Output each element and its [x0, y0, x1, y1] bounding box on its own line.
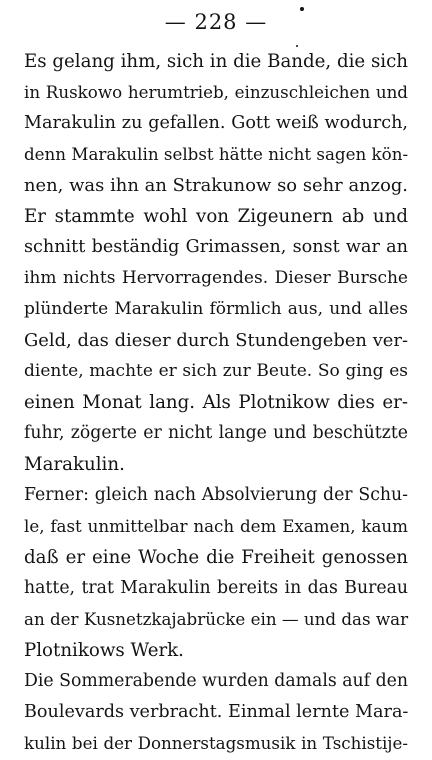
- text-line: Geld, das dieser durch Stundengeben ver-: [24, 330, 408, 351]
- text-line: Plotnikows Werk.: [24, 640, 184, 661]
- text-line: Es gelang ihm, sich in die Bande, die sich: [24, 51, 409, 72]
- text-line: fuhr, zögerte er nicht lange und beschützte: [24, 423, 408, 443]
- text-line: nen, was ihn an Strakunow so sehr anzog.: [24, 175, 408, 196]
- text-line: hatte, trat Marakulin bereits in das Bureau: [24, 578, 408, 598]
- text-line: Boulevards verbracht. Einmal lernte Mara-: [24, 702, 409, 722]
- text-line: einen Monat lang. Als Plotnikow dies er-: [24, 392, 408, 413]
- body-text: [24, 46, 408, 759]
- text-line: diente, machte er sich zur Beute. So ging es: [24, 361, 408, 381]
- text-line: an der Kusnetzkajabrücke ein — und das war: [24, 609, 409, 629]
- text-line: in Ruskowo herumtrieb, einzuschleichen und: [24, 82, 408, 102]
- text-line: plünderte Marakulin förmlich aus, und alles: [24, 299, 408, 319]
- text-line: denn Marakulin selbst hätte nicht sagen kön-: [24, 144, 409, 164]
- text-line: Marakulin.: [24, 454, 125, 475]
- page-number: — 228 —: [164, 10, 268, 34]
- text-line: Ferner: gleich nach Absolvierung der Schu-: [24, 485, 408, 505]
- text-line: ihm nichts Hervorragendes. Dieser Bursche: [24, 268, 408, 288]
- text-line: daß er eine Woche die Freiheit genossen: [24, 547, 408, 568]
- text-line: schnitt beständig Grimassen, sonst war an: [24, 237, 408, 257]
- ink-speck: [300, 7, 304, 11]
- text-line: le, fast unmittelbar nach dem Examen, kaum: [24, 516, 408, 536]
- text-line: Marakulin zu gefallen. Gott weiß wodurch,: [24, 113, 408, 133]
- text-line: kulin bei der Donnerstagsmusik in Tschistije-: [24, 733, 408, 753]
- text-line: Die Sommerabende wurden damals auf den: [24, 671, 408, 691]
- text-line: Er stammte wohl von Zigeunern ab und: [24, 206, 408, 227]
